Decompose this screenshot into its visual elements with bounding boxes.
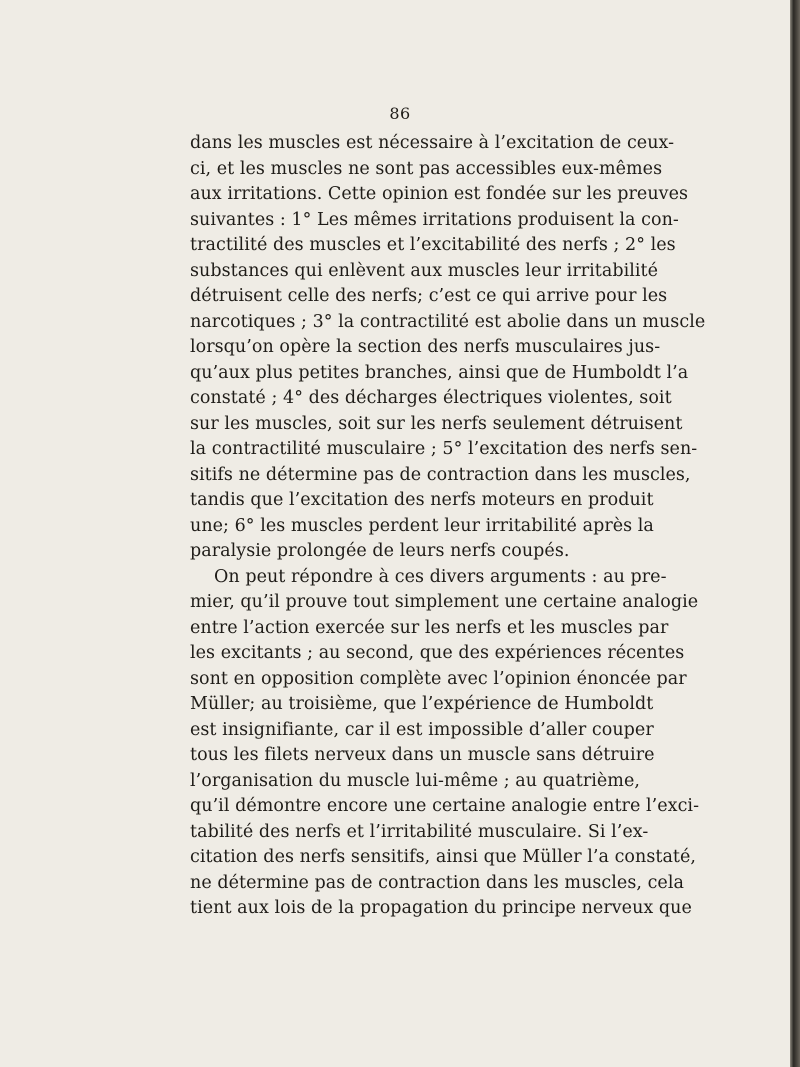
text-line: suivantes : 1° Les mêmes irritations produisent la con- [190,209,679,230]
text-line: est insignifiante, car il est impossible d’aller couper [190,719,654,740]
text-line: entre l’action exercée sur les nerfs et les muscles par [190,617,669,638]
text-line: une; 6° les muscles perdent leur irritabilité après la [190,515,654,536]
text-line: l’organisation du muscle lui-même ; au quatrième, [190,770,640,791]
text-line: détruisent celle des nerfs; c’est ce qui arrive pour les [190,286,668,306]
text-line: tabilité des nerfs et l’irritabilité musculaire. Si l’ex- [190,821,649,842]
text-line: substances qui enlèvent aux muscles leur irritabilité [190,260,659,281]
text-line: ci, et les muscles ne sont pas accessibles eux-mêmes [190,158,663,179]
text-line: sont en opposition complète avec l’opinion énoncée par [190,668,687,689]
text-line: mier, qu’il prouve tout simplement une certaine analogie [190,592,699,612]
text-line: citation des nerfs sensitifs, ainsi que Müller l’a constaté, [190,847,697,867]
text-line: la contractilité musculaire ; 5° l’excitation des nerfs sen- [190,439,698,459]
text-line: tandis que l’excitation des nerfs moteurs en produit [190,490,654,510]
text-line: sitifs ne détermine pas de contraction dans les muscles, [190,464,691,485]
text-line: constaté ; 4° des décharges électriques violentes, soit [190,388,672,408]
text-line: Müller; au troisième, que l’expérience de Humboldt [190,694,654,714]
text-line: qu’aux plus petites branches, ainsi que de Humboldt l’a [190,362,689,383]
text-line: tractilité des muscles et l’excitabilité des nerfs ; 2° les [190,235,676,255]
text-line: aux irritations. Cette opinion est fondée sur les preuves [190,184,689,204]
text-line: tient aux lois de la propagation du principe nerveux que [190,898,692,918]
body-text [190,131,706,922]
text-line: ne détermine pas de contraction dans les muscles, cela [190,872,684,893]
text-line: dans les muscles est nécessaire à l’excitation de ceux- [190,133,675,153]
text-line: lorsqu’on opère la section des nerfs musculaires jus- [190,337,661,357]
page-number: 86 [389,104,411,123]
text-line: les excitants ; au second, que des expériences récentes [190,643,685,663]
text-line: narcotiques ; 3° la contractilité est abolie dans un muscle [190,311,706,332]
text-line: sur les muscles, soit sur les nerfs seulement détruisent [190,413,683,434]
text-line: tous les filets nerveux dans un muscle sans détruire [190,745,655,765]
binding-edge [790,0,800,1067]
text-line: paralysie prolongée de leurs nerfs coupés. [190,541,570,561]
text-line: qu’il démontre encore une certaine analogie entre l’exci- [190,796,700,816]
text-line: On peut répondre à ces divers arguments : au pre- [214,566,667,587]
